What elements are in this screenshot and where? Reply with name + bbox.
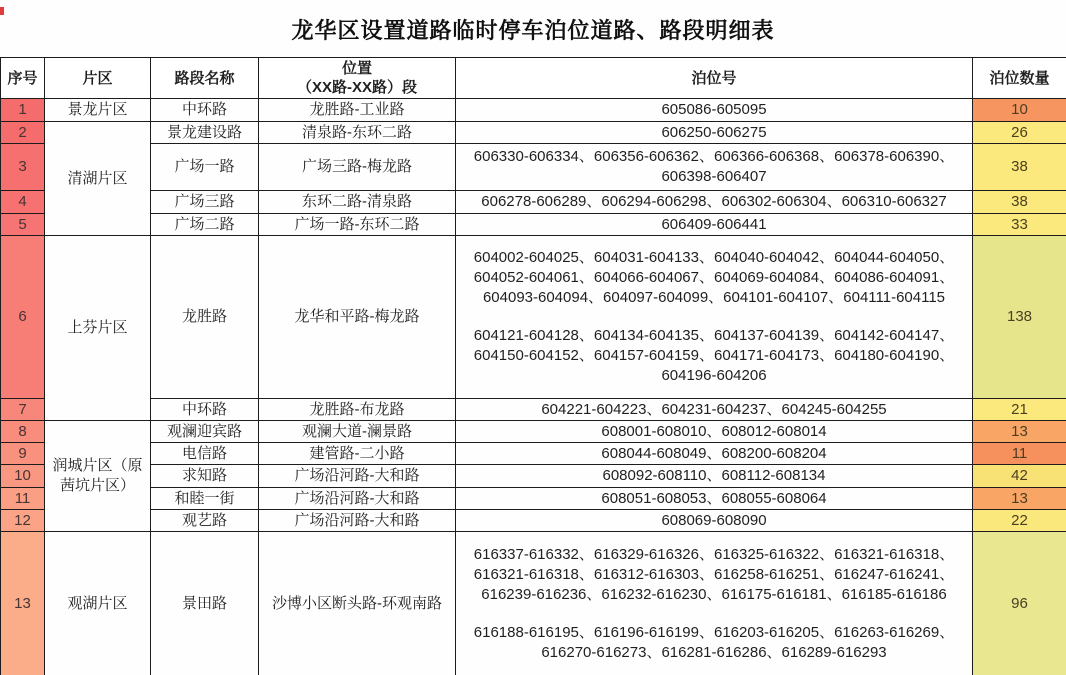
- header-index: 序号: [1, 58, 45, 99]
- location-cell: 广场沿河路-大和路: [259, 510, 456, 532]
- berth-ids-cell: [456, 443, 973, 465]
- header-location-line1: 位置: [341, 60, 372, 77]
- location-cell: 建管路-二小路: [259, 443, 456, 465]
- berth-ids-cell: [456, 510, 973, 532]
- area-cell: 清湖片区: [45, 122, 151, 236]
- header-location: [259, 58, 456, 99]
- berth-count-cell: 26: [973, 122, 1066, 144]
- row-index-cell: 11: [1, 488, 45, 510]
- table-row: [1, 510, 1066, 532]
- area-cell: 上芬片区: [45, 236, 151, 421]
- row-index-cell: 4: [1, 191, 45, 214]
- berth-count-cell: 38: [973, 144, 1066, 191]
- berth-ids-cell: [456, 99, 973, 122]
- location-cell: 沙博小区断头路-环观南路: [259, 532, 456, 675]
- berth-id-group: 604221-604223、604231-604237、604245-604255: [541, 400, 887, 418]
- header-location-line2: （XX路-XX路）段: [296, 79, 417, 96]
- row-index-cell: 13: [1, 532, 45, 675]
- berth-id-group: 608001-608010、608012-608014: [601, 422, 827, 440]
- berth-id-group: 608051-608053、608055-608064: [601, 489, 827, 507]
- berth-count-cell: 42: [973, 465, 1066, 488]
- table-row: [1, 532, 1066, 675]
- berth-ids-cell: [456, 191, 973, 214]
- row-index-cell: 8: [1, 421, 45, 443]
- berth-count-cell: 13: [973, 421, 1066, 443]
- berth-count-cell: 10: [973, 99, 1066, 122]
- berth-id-group: 606409-606441: [661, 215, 767, 233]
- area-cell: 景龙片区: [45, 99, 151, 122]
- berth-id-group: 604002-604025、604031-604133、604040-604042、604044-604050、604052-604061、604066-604067、604069-604084、604086-604091、604093-604094、604097-604099、604101-604107、604111-604115: [473, 249, 955, 306]
- berth-id-group: 616188-616195、616196-616199、616203-616205、616263-616269、616270-616273、616281-616286、616289-616293: [473, 623, 955, 661]
- red-marker-decoration: [0, 7, 4, 15]
- road-name-cell: 广场一路: [151, 144, 259, 191]
- row-index-cell: 3: [1, 144, 45, 191]
- berth-id-group: 606278-606289、606294-606298、606302-606304、606310-606327: [481, 193, 947, 210]
- road-name-cell: 景田路: [151, 532, 259, 675]
- location-cell: 广场沿河路-大和路: [259, 465, 456, 488]
- table-row: [1, 399, 1066, 421]
- table-row: [1, 488, 1066, 510]
- berth-ids-cell: [456, 488, 973, 510]
- berth-count-cell: 96: [973, 532, 1066, 675]
- berth-count-cell: 22: [973, 510, 1066, 532]
- row-index-cell: 5: [1, 214, 45, 236]
- berth-id-group: 608044-608049、608200-608204: [601, 444, 827, 462]
- berth-ids-cell: [456, 214, 973, 236]
- table-row: [1, 99, 1066, 122]
- location-cell: 龙胜路-布龙路: [259, 399, 456, 421]
- berth-id-group: 606250-606275: [661, 123, 767, 141]
- location-cell: 广场一路-东环二路: [259, 214, 456, 236]
- table-row: [1, 465, 1066, 488]
- row-index-cell: 2: [1, 122, 45, 144]
- berth-ids-cell: [456, 122, 973, 144]
- parking-detail-table: [0, 57, 1066, 675]
- page-title: 龙华区设置道路临时停车泊位道路、路段明细表: [291, 18, 775, 43]
- header-berth-count: 泊位数量: [973, 58, 1066, 99]
- table-row: [1, 236, 1066, 399]
- table-row: [1, 144, 1066, 191]
- berth-id-group: 606330-606334、606356-606362、606366-606368、606378-606390、606398-606407: [473, 148, 955, 185]
- berth-ids-cell: [456, 465, 973, 488]
- row-index-cell: 7: [1, 399, 45, 421]
- header-row: [1, 58, 1066, 99]
- header-berth-ids: 泊位号: [456, 58, 973, 99]
- table-row: [1, 122, 1066, 144]
- road-name-cell: 和睦一街: [151, 488, 259, 510]
- berth-count-cell: 11: [973, 443, 1066, 465]
- road-name-cell: 中环路: [151, 99, 259, 122]
- road-name-cell: 电信路: [151, 443, 259, 465]
- berth-ids-cell: [456, 236, 973, 399]
- row-index-cell: 10: [1, 465, 45, 488]
- location-cell: 广场三路-梅龙路: [259, 144, 456, 191]
- berth-ids-cell: [456, 421, 973, 443]
- road-name-cell: 景龙建设路: [151, 122, 259, 144]
- berth-count-cell: 38: [973, 191, 1066, 214]
- berth-ids-cell: [456, 399, 973, 421]
- road-name-cell: 观澜迎宾路: [151, 421, 259, 443]
- berth-count-cell: 13: [973, 488, 1066, 510]
- road-name-cell: 广场三路: [151, 191, 259, 214]
- location-cell: 龙胜路-工业路: [259, 99, 456, 122]
- berth-id-group: 605086-605095: [661, 101, 767, 118]
- area-cell: 观湖片区: [45, 532, 151, 675]
- berth-count-cell: 138: [973, 236, 1066, 399]
- row-index-cell: 1: [1, 99, 45, 122]
- table-row: [1, 191, 1066, 214]
- berth-id-group: 608092-608110、608112-608134: [602, 467, 826, 484]
- location-cell: 清泉路-东环二路: [259, 122, 456, 144]
- berth-count-cell: 33: [973, 214, 1066, 236]
- location-cell: 观澜大道-澜景路: [259, 421, 456, 443]
- road-name-cell: 中环路: [151, 399, 259, 421]
- header-road: 路段名称: [151, 58, 259, 99]
- row-index-cell: 6: [1, 236, 45, 399]
- berth-id-group: 604121-604128、604134-604135、604137-604139、604142-604147、604150-604152、604157-604159、604171-604173、604180-604190、604196-604206: [473, 327, 955, 384]
- table-body: [1, 99, 1066, 675]
- area-cell: 润城片区（原茜坑片区）: [45, 421, 151, 532]
- table-row: [1, 443, 1066, 465]
- row-index-cell: 9: [1, 443, 45, 465]
- road-name-cell: 广场二路: [151, 214, 259, 236]
- berth-ids-cell: [456, 532, 973, 675]
- road-name-cell: 龙胜路: [151, 236, 259, 399]
- berth-id-group: 616337-616332、616329-616326、616325-616322、616321-616318、616321-616318、616312-616303、616258-616251、616247-616241、616239-616236、616232-616230、616175-616181、616185-616186: [473, 545, 955, 603]
- table-row: [1, 421, 1066, 443]
- road-name-cell: 观艺路: [151, 510, 259, 532]
- road-name-cell: 求知路: [151, 465, 259, 488]
- location-cell: 龙华和平路-梅龙路: [259, 236, 456, 399]
- berth-id-group: 608069-608090: [661, 511, 767, 529]
- table-header: [1, 58, 1066, 99]
- berth-count-cell: 21: [973, 399, 1066, 421]
- location-cell: 东环二路-清泉路: [259, 191, 456, 214]
- row-index-cell: 12: [1, 510, 45, 532]
- header-area: 片区: [45, 58, 151, 99]
- berth-ids-cell: [456, 144, 973, 191]
- table-row: [1, 214, 1066, 236]
- location-cell: 广场沿河路-大和路: [259, 488, 456, 510]
